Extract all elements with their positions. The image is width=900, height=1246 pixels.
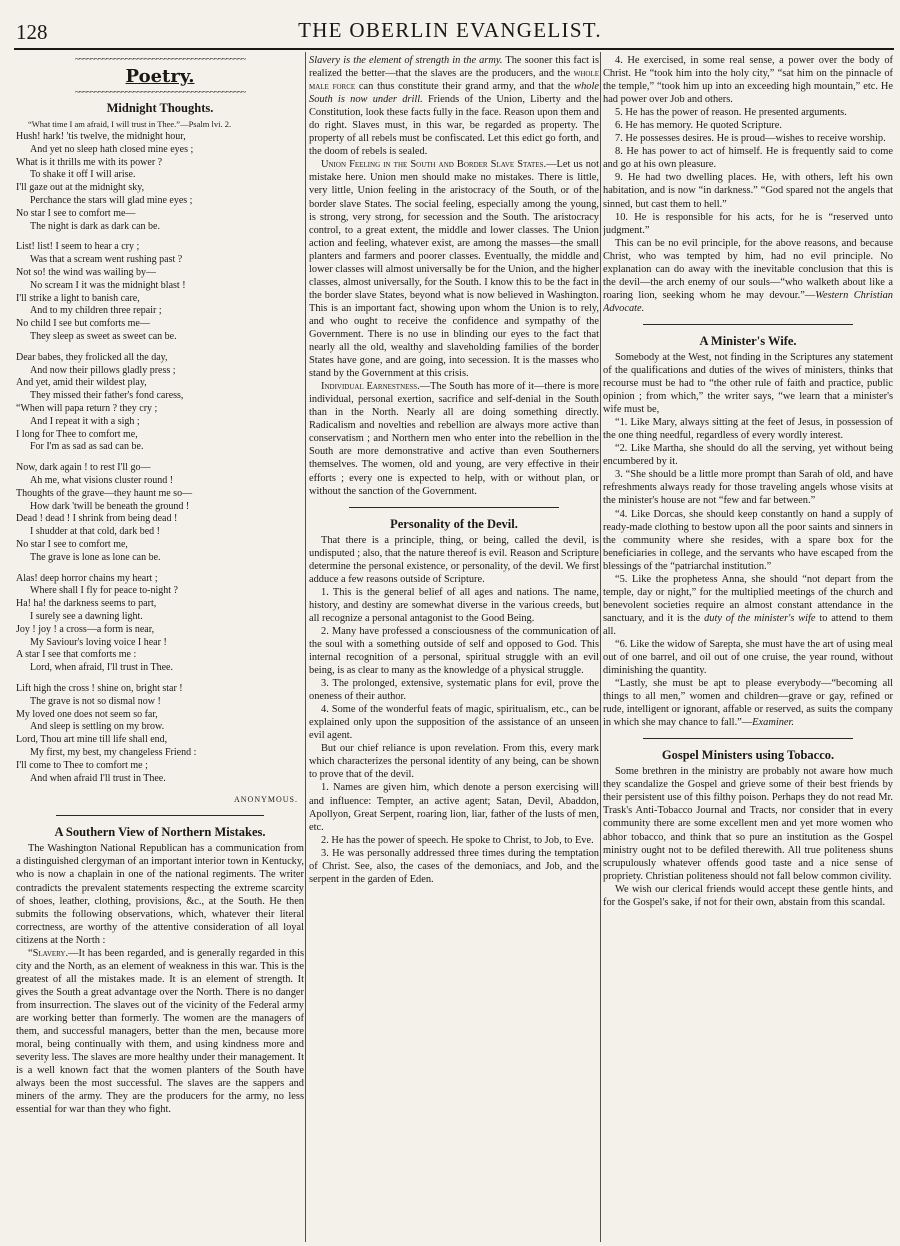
poem-line: Where shall I fly for peace to-night ? [30,585,178,597]
source-credit: Western Christian Advocate. [603,289,893,314]
column-divider [600,52,601,1242]
article-body [309,534,599,886]
poem-line: I'll come to Thee to comfort me ; [16,759,148,771]
poem-line: Alas! deep horror chains my heart ; [16,572,158,584]
run-in-heading: Union Feeling in the South and Border Slave States. [321,159,547,171]
paragraph-text: can thus constitute their grand army, and that the [358,81,571,93]
article-paragraph [309,158,599,380]
poem-line: Hush! hark! 'tis twelve, the midnight hour, [16,131,186,143]
article-paragraph [309,380,599,497]
small-caps-text: whole male force [309,68,599,93]
article-paragraph: 2. Many have professed a consciousness of the communication of the soul with a something outside of self and opposed to God. This internal recognition of a personal, spiritual struggle with an evil being, is as clear to many as the knowledge of a physical struggle. [309,625,599,677]
poem-line: The night is dark as dark can be. [30,220,160,232]
poem-line: My first, my best, my changeless Friend : [30,746,197,758]
paragraph-text: to attend to them all. [603,612,893,637]
poem-line: A star I see that comforts me : [16,649,137,661]
poem-epigraph: “What time I am afraid, I will trust in Thee.”—Psalm lvi. 2. [28,119,232,130]
header-rule [14,48,894,50]
poem-line: And I repeat it with a sigh ; [30,415,140,427]
poem-line: The grave is lone as lone can be. [30,551,161,563]
article-paragraph: 5. He has the power of reason. He presented arguments. [615,107,847,119]
poem-line: I'll strike a light to banish care, [16,292,140,304]
article-paragraph: “Lastly, she must be apt to please everybody—“becoming all things to all men,” women and children—grave or gay, refined or rude, intelligent or ignorant, affable or reserved, as suits the company in which she may chance to fall.”—Examiner. [603,678,893,729]
poem-line: No scream I it was the midnight blast ! [30,279,186,291]
poem-line: Lift high the cross ! shine on, bright star ! [16,682,183,694]
article-paragraph: “5. Like the prophetess Anna, she should “not depart from the temple, day or night,” for the multiplied meetings of the church and benevolent societies require an almost constant attendance in the sanctuary, and it is the duty of the minister's wife to attend to them all. [603,573,893,637]
paragraph-text: —Let us not mistake here. Union men should make no mistakes. There is little, very little, Union feeling in the aristocracy of the South, or of the border slave States. The social feeling, especially among the young, is strong, very strong, for secession and the South. The aristocracy control, to a great extent, the middle and lower classes. The Union action and feeling, whatever exist, are among the masses—the small planters and farmers and poorer classes. Eventually, the middle and lower classes will almost universally be for the Union, and the higher classes, almost universally, for the South. I know this to be the fact in the border slave States, beyond what is now believed in Washington. This is an important fact, showing upon whom the Union is to rely, and who ought to receive the confidence and sympathy of the Government. There is no use in blinding our eyes to the fact that nearly all the old, wealthy and slaveholding families of the border States have gone, and are going, into secession. It is the masses who stand by the Government at this crisis. [309,159,599,380]
article-paragraph [309,54,599,158]
column-1 [16,54,304,1242]
article-paragraph: The Washington National Republican has a communication from a distinguished clergyman of an important interior town in Kentucky, who is now a chaplain in one of the national regiments. The writer contradicts the prevalent statements respecting the extreme scarcity of shoes, leather, clothing, provisions, &c., at the South. He then submits the following observations, which, whatever their literal correctness, are worthy of the attentive consideration of all loyal citizens at the North : [16,843,304,946]
paragraph-text: Friends of the Union, Liberty and the Constitution, look these facts fully in the face. Reason upon them and do right. Slaves must, in this war, be regarded as property. The property of all rebels must be confiscated. Let this edict go forth, and the doom of rebels is sealed. [309,94,599,158]
paragraph-text: The sooner this fact is realized the better—that the slaves are the producers, and the [309,55,599,80]
article-paragraph: Somebody at the West, not finding in the Scriptures any statement of the qualifications and duties of the wives of ministers, thinks that recourse must be had to “the other rule of faith and practice, public opinion ; from which,” the writer says, “we learn that a minister's wife must be, [603,351,893,416]
poem-line: And yet, amid their wildest play, [16,377,147,389]
section-divider [349,507,559,508]
poem-line: And when afraid I'll trust in Thee. [30,772,166,784]
article-paragraph: That there is a principle, thing, or being, called the devil, is undisputed ; also, that the nature thereof is evil. Reason and Scripture determine the personal existence, or personality, of the devil. We first adduce a few reasons outside of Scripture. [309,534,599,585]
poem-line: I long for Thee to comfort me, [16,428,138,440]
article-paragraph: 1. Names are given him, which denote a person exercising will and influence: Tempter, an active agent; Satan, Devil, Abaddon, Apollyon, Great Serpent, roaring lion, liar, father of the lusts of men, etc. [309,782,599,833]
article-paragraph: 2. He has the power of speech. He spoke to Christ, to Job, to Eve. [321,834,594,846]
article-title: Personality of the Devil. [390,516,518,531]
article-paragraph: Some brethren in the ministry are probably not aware how much they scandalize the Gospel and grieve some of their best friends by their persistent use of this filthy poison. Perhaps they do not read Mr. Trask's Anti-Tobacco Journal and Tracts, nor consider that in every community there are some excellent men and yet more women who abhor tobacco, and think that so pure an institution as the Gospel ministry ought not to be defiled therewith. All true politeness shuns scrupulously whatever offends good taste and a nice sense of propriety. Christian politeness should not fall below common civility. [603,766,893,882]
poem-line: Now, dark again ! to rest I'll go— [16,462,151,474]
column-3 [603,54,893,1242]
poem-line: List! list! I seem to hear a cry ; [16,241,140,253]
poem-line: To shake it off I will arise. [30,169,136,181]
column-divider [305,52,306,1242]
poem-line: The grave is not so dismal now ! [30,695,161,707]
article-paragraph: 10. He is responsible for his acts, for he is “reserved unto judgment.” [603,211,893,236]
source-credit: Examiner. [752,717,795,729]
section-divider [643,324,853,325]
poem-line: Dear babes, they frolicked all the day, [16,351,168,363]
article-body [603,351,893,729]
poem-stanza [16,241,304,343]
poem-stanza [16,573,304,675]
article-paragraph: 3. “She should be a little more prompt than Sarah of old, and have refreshments always ready for those traveling angels whose visits at the minister's house are not “few and far between.” [603,469,893,507]
poem-line: And sleep is settling on my brow. [30,721,165,733]
poem-line: Perchance the stars will glad mine eyes ; [30,195,193,207]
poem-title: Midnight Thoughts. [106,101,214,116]
article-title: Gospel Ministers using Tobacco. [661,748,835,763]
poem-line: Thoughts of the grave—they haunt me so— [16,487,193,499]
section-divider [643,738,853,739]
emphasis: Slavery is the element of strength in the army. [309,55,503,66]
ornament-rule: ~~~~~~~~~~~~~~~~~~~~~~~~~~~~~~~~~~~~~~~~~~~~ [74,54,246,64]
article-title: A Southern View of Northern Mistakes. [54,825,266,840]
article-paragraph: “2. Like Martha, she should do all the serving, yet without being encumbered by it. [603,443,893,468]
article-paragraph: 4. He exercised, in some real sense, a power over the body of Christ. He “took him into the holy city,” “sat him on the pinnacle of the temple,” “took him up into an exceeding high mountain,” etc. He had power over Job and others. [603,55,893,106]
article-paragraph: “6. Like the widow of Sarepta, she must have the art of using meal out of one barrel, and oil out of one cruise, the year round, without diminishing the quantity. [603,638,893,677]
emphasis: duty of the minister's wife [704,612,816,624]
poem-stanza [16,683,304,785]
poem-line: For I'm as sad as sad can be. [30,441,144,453]
poem-line: “When will papa return ? they cry ; [16,403,158,415]
paragraph-text: —It has been regarded, and is generally regarded in this city and the North, as an element of weakness in this war. This is the greatest of all the mistakes made. It is an element of strength. It gives the South a great advantage over the North. There is no danger from insurrection. The slaves out of the vicinity of the Federal army are working better than formerly. The women are the managers of them, and successful managers, better than the men, because more moral, being continually with them, and using kindness more and severity less. The slaves are more healthy under their management. It is a well known fact that the women planters of the South have always been the most successful. The slaves are the sappers and miners of the army. They are the producers for the army, no less essential for war than they who fight. [16,947,304,1116]
emphasis: whole South is now under drill. [309,81,599,106]
article-body [603,54,893,315]
poem-body [16,131,304,785]
poem-stanza [16,462,304,564]
poem-line: Lord, Thou art mine till life shall end, [16,734,168,746]
run-in-heading: “Slavery. [28,947,69,959]
poem-stanza [16,131,304,233]
article-paragraph: 3. He was personally addressed three times during the temptation of Christ. See, also, the cases of the demoniacs, and Job, and the serpent in the garden of Eden. [309,847,599,885]
article-paragraph: 9. He had two dwelling places. He, with others, left his own habitation, and is now “in darkness.” “God spared not the angels that sinned, but cast them to hell.” [603,172,893,210]
poem-line: I'll gaze out at the midnight sky, [16,182,145,194]
article-title: A Minister's Wife. [699,333,797,348]
poem-line: Was that a scream went rushing past ? [30,254,183,266]
poem-line: And yet no sleep hath closed mine eyes ; [30,143,194,155]
article-paragraph: “1. Like Mary, always sitting at the feet of Jesus, in possession of the one thing needful, regardless of every wordly interest. [603,417,893,442]
masthead: THE OBERLIN EVANGELIST. [298,18,602,42]
page-number: 128 [16,20,48,44]
poem-line: Dead ! dead ! I shrink from being dead ! [16,513,178,525]
poem-line: What is it thrills me with its power ? [16,156,163,168]
article-paragraph: 1. This is the general belief of all ages and nations. The name, history, and destiny are somewhat diverse in the various creeds, but all recognize a personal antagonist to the Good Being. [309,586,599,624]
poem-line: Not so! the wind was wailing by— [16,267,156,279]
poem-line: Ha! ha! the darkness seems to part, [16,598,157,610]
article-paragraph: 8. He has power to act of himself. He is frequently said to come and go at his own pleasure. [603,146,893,171]
poem-line: How dark 'twill be beneath the ground ! [30,500,190,512]
article-body [603,765,893,909]
article-paragraph: This can be no evil principle, for the above reasons, and because Christ, who was tempted by him, had no evil principle. No explanation can do away with the inevitable conclusion that this is the devil—the arch enemy of our souls—“who walketh about like a roaring lion, seeking whom he may devour.”—Western Christian Advocate. [603,237,893,314]
poem-line: I shudder at that cold, dark bed ! [30,526,160,538]
poem-line: They sleep as sweet as sweet can be. [30,331,177,343]
poem-line: They missed their father's fond caress, [30,390,184,402]
article-paragraph: But our chief reliance is upon revelation. From this, every mark which characterizes the personal identity of any being, can be shown to prove that of the devil. [309,743,599,781]
poem-author: ANONYMOUS. [233,795,298,805]
poem-line: Ah me, what visions cluster round ! [30,475,174,487]
article-paragraph: 6. He has memory. He quoted Scripture. [615,120,782,132]
article-paragraph [16,947,304,1117]
poem-line: No child I see but comforts me— [16,318,150,330]
poem-line: Joy ! joy ! a cross—a form is near, [16,623,155,635]
article-paragraph: “4. Like Dorcas, she should keep constantly on hand a supply of ready-made clothing to bestow upon all the poor saints and sinners in the community where she resides, with a spare box for the beneficiaries in college, and the servants who have escaped from the blessings of the “patriarchal institution.” [603,508,893,572]
poem-line: Lord, when afraid, I'll trust in Thee. [30,662,173,674]
poem-stanza [16,352,304,454]
poem-line: And now their pillows gladly press ; [30,364,176,376]
section-divider [56,815,264,816]
poem-line: My loved one does not seem so far, [16,708,158,720]
ornament-rule: ~~~~~~~~~~~~~~~~~~~~~~~~~~~~~~~~~~~~~~~~~~~~ [74,87,246,98]
poem-line: And to my children three repair ; [30,305,162,317]
poem-line: No star I see to comfort me— [16,207,136,219]
column-2 [309,54,599,1242]
article-paragraph: 4. Some of the wonderful feats of magic, spiritualism, etc., can be explained only upon the supposition of the assistance of an unseen evil agent. [309,704,599,742]
poem-line: No star I see to comfort me, [16,539,128,550]
poem-line: I surely see a dawning light. [30,610,143,622]
article-paragraph: 3. The prolonged, extensive, systematic plans for evil, prove the oneness of their author. [309,678,599,703]
poem-line: My Saviour's loving voice I hear ! [30,636,167,648]
article-paragraph: 7. He possesses desires. He is proud—wishes to receive worship. [615,133,886,145]
poetry-heading: Poetry. [125,66,195,87]
article-paragraph: We wish our clerical friends would accept these gentle hints, and for the Gospel's sake, if not for their own, abstain from this scandal. [603,883,893,908]
paragraph-text: —The South has more of it—there is more individual, personal exertion, sacrifice and self-denial in the South than in the North. Nearly all are doing something directly. Radicalism and novelties and rebellion are always more active than conservatism ; and Northern men who enter into the rebellion in the South are more demonstrative and active than even Southerners themselves. The women, old and young, are very effective in their efforts ; every one is expected to help, with or without plan, or without the sanction of the Government. [309,381,599,497]
run-in-heading: Individual Earnestness. [321,381,420,393]
page-header [0,0,900,46]
